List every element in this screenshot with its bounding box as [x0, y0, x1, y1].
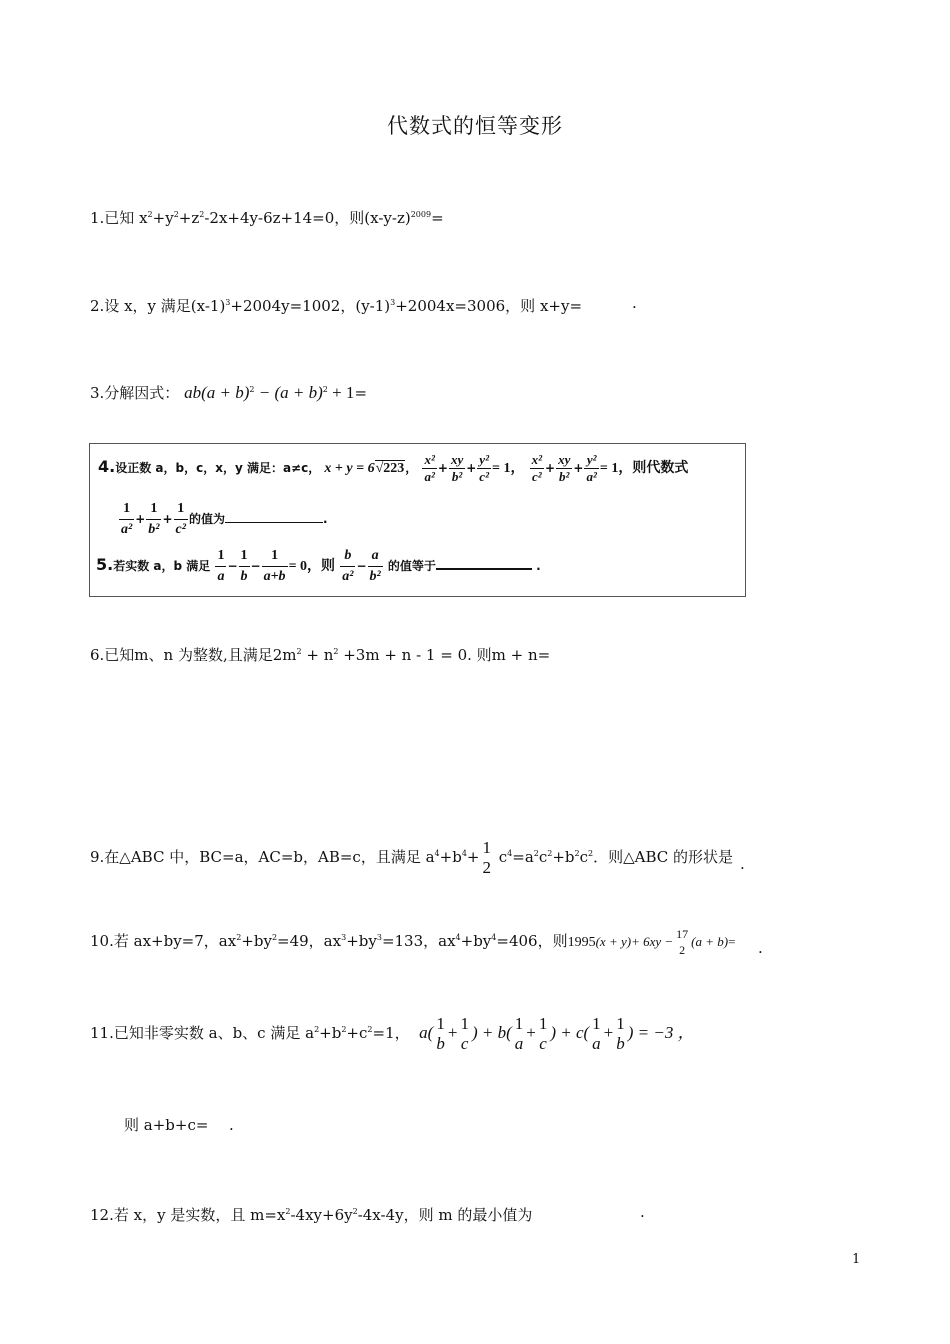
question-11-line2 [124, 1115, 208, 1135]
page-number: 1 [852, 1252, 861, 1267]
q5-text: 若实数 a，b 满足 [113, 559, 211, 573]
fraction [556, 452, 572, 485]
q10-text: +by [460, 932, 492, 950]
fraction [262, 546, 288, 587]
q11-text: +b [319, 1024, 342, 1042]
question-4-line1: 4.设正数 a，b，c，x，y 满足：a≠c， x + y = 6√223， $\frac{\text{x²}}{\text{a²}}$ + $\frac{xy}{\text{b²}}$ + $\frac{\text{y²}}{\text{c²}}$ = 1， $\frac{\text{x²}}{\text{c²}}$ + $\frac{xy}{\text{b²}}$ + $\frac{\text{y²}}{\text{a²}}$ = 1，则代数式 [98, 452, 689, 484]
numerator: 1 [538, 1014, 548, 1033]
q9-text: c [493, 848, 508, 866]
numerator: 1 [239, 546, 250, 567]
fraction [590, 1014, 603, 1054]
q4-text: 设正数 a，b，c，x，y 满足： [115, 461, 283, 475]
question-5-line: 5.若实数 a，b 满足 $\frac{1}{a}$ − $\frac{1}{b}$ − $\frac{1}{a+b}$ = 0，则 $\frac{b}{\text{a²}}$ − $\frac{a}{\text{b²}}$ 的值等于 . [96, 546, 541, 587]
q5-text: 的值等于 [387, 559, 436, 573]
q6-text: +3m + n - 1 = 0. 则m + n= [338, 646, 551, 664]
q9-sup: 2 [574, 849, 580, 858]
q9-sup: 4 [507, 849, 513, 858]
numerator: 1 [174, 499, 188, 520]
q10-text: +by [346, 932, 377, 950]
denominator: b² [451, 469, 463, 484]
q6-sup: 2 [333, 647, 339, 656]
denominator: b² [559, 469, 570, 484]
q12-text: -4xy+6y [290, 1206, 353, 1224]
q3-sup: 2 [322, 385, 328, 394]
q9-text: +b [552, 848, 575, 866]
q4-text: ， [405, 461, 418, 475]
denominator: c² [532, 469, 542, 484]
q9-sup: 4 [461, 849, 467, 858]
fraction [477, 452, 491, 485]
q9-text: c [579, 848, 589, 866]
q3-sup: 2 [249, 385, 255, 394]
denominator: a² [424, 469, 435, 484]
q2-sup: 3 [390, 298, 396, 307]
numerator: 1 [514, 1014, 524, 1033]
q1-text: +z [178, 209, 200, 227]
q10-expression: + 6xy − [631, 934, 674, 949]
denominator: b² [148, 522, 160, 537]
q10-text: =406，则 [496, 932, 568, 950]
denominator: c [539, 1034, 547, 1053]
numerator: xy [558, 452, 571, 467]
q1-text: = [431, 209, 444, 227]
q2-end: . [632, 294, 637, 312]
fraction [368, 546, 383, 587]
q1-sup: 2 [147, 210, 153, 219]
q9-text: c [538, 848, 548, 866]
fraction [146, 499, 161, 540]
q10-expression: (a + b) [691, 934, 729, 949]
q11-text: +c [346, 1024, 368, 1042]
q2-text: 2.设 x，y 满足(x-1) [90, 297, 226, 315]
numerator: x² [531, 452, 543, 467]
question-10 [90, 926, 735, 958]
denominator: 2 [482, 858, 491, 877]
numerator: a [368, 546, 383, 567]
denominator: b [616, 1034, 625, 1053]
q10-text: +by [241, 932, 272, 950]
q12-sup: 2 [352, 1207, 358, 1216]
q9-sup: 4 [434, 849, 440, 858]
question-3 [90, 380, 367, 403]
denominator: 2 [679, 943, 686, 957]
q10-sup: 4 [491, 933, 497, 942]
q11-sup: 2 [314, 1025, 320, 1034]
answer-blank [225, 522, 323, 523]
numerator: 1 [460, 1014, 469, 1033]
q9-text: ．则△ABC 的形状是 [593, 848, 734, 866]
fraction [674, 926, 690, 958]
q9-sup: 2 [533, 849, 539, 858]
question-6 [90, 642, 550, 665]
q5-end: . [536, 559, 541, 573]
fraction [530, 452, 544, 485]
q3-text: = [354, 384, 368, 402]
q1-text: +y [152, 209, 174, 227]
fraction [537, 1014, 550, 1054]
q1-sup: 2 [199, 210, 205, 219]
numerator: 17 [676, 927, 689, 941]
numerator: x² [424, 452, 435, 467]
sqrt-radical: √223 [375, 461, 405, 476]
q9-text: =a [512, 848, 534, 866]
denominator: c [460, 1034, 469, 1053]
q10-end: . [758, 939, 763, 957]
q10-expression: 1995 [567, 935, 596, 950]
denominator: b [240, 569, 248, 584]
q3-expression: ab(a + b) [184, 383, 250, 402]
numerator: b [340, 546, 355, 567]
question-4-line2: $\frac{1}{\text{a²}}$ + $\frac{1}{\text{b²}}$ + $\frac{1}{\text{c²}}$ 的值为 . [118, 499, 328, 540]
q2-text: +2004y=1002，(y-1) [230, 297, 391, 315]
q11-sup: 2 [367, 1025, 373, 1034]
denominator: b [436, 1034, 445, 1053]
q6-text: + n [301, 646, 334, 664]
page-title: 代数式的恒等变形 [387, 114, 563, 138]
q12-text: 12.若 x，y 是实数，且 m=x [90, 1206, 286, 1224]
numerator: 1 [592, 1014, 601, 1033]
denominator: c² [479, 469, 489, 484]
q4-equation: = 1，则代数式 [599, 461, 689, 476]
q11-expression: ) + b( [471, 1023, 512, 1042]
q10-expression: = [728, 934, 736, 949]
denominator: a [592, 1034, 601, 1053]
q1-text: -2x+4y-6z+14=0，则(x-y-z) [204, 209, 411, 227]
q9-text: 9.在△ABC 中，BC=a，AC=b，AB=c，且满足 a [90, 848, 435, 866]
q5-equation: = 0，则 [288, 559, 336, 574]
fraction [449, 452, 465, 485]
q3-expression: + 1 [327, 383, 355, 402]
q11-sup: 2 [341, 1025, 347, 1034]
fraction [458, 1014, 471, 1054]
q9-sup: 2 [588, 849, 594, 858]
fraction [614, 1014, 627, 1054]
fraction [422, 452, 436, 485]
question-2 [90, 293, 582, 316]
q9-text: +b [439, 848, 462, 866]
q11-expression: a( [419, 1023, 434, 1042]
fraction [239, 546, 250, 587]
numerator: 1 [436, 1014, 445, 1033]
q11-text: 则 a+b+c= [124, 1116, 209, 1134]
q10-expression: (x + y) [595, 934, 632, 949]
q11-expression: ) + c( [550, 1023, 590, 1042]
q2-sup: 3 [225, 298, 231, 307]
q10-sup: 2 [271, 933, 278, 942]
numerator: 1 [616, 1014, 625, 1033]
question-9 [90, 838, 733, 878]
q4-equation: = 1， [491, 461, 525, 476]
q11-text: 11.已知非零实数 a、b、c 满足 a [90, 1024, 315, 1042]
q5-number: 5. [96, 555, 114, 574]
q10-text: 10.若 ax+by=7，ax [90, 932, 237, 950]
denominator: a+b [263, 569, 286, 584]
denominator: a [217, 569, 225, 584]
q11-end: . [229, 1116, 234, 1134]
question-11: 11.已知非零实数 a、b、c 满足 $a^2+b^2+c^2=1$， a( 1 b + 1 c ) + b( 1 a + 1 c ) + c( 1 a + 1 b ) = −3 ， [90, 1014, 695, 1053]
fraction [513, 1014, 526, 1054]
fraction [340, 546, 355, 587]
numerator: y² [584, 452, 598, 469]
numerator: y² [479, 452, 489, 467]
q4-number: 4. [98, 457, 116, 476]
answer-blank [436, 568, 532, 570]
numerator: 1 [215, 546, 226, 567]
sqrt-value: 223 [383, 461, 405, 476]
fraction [480, 838, 493, 878]
q6-sup: 2 [296, 647, 302, 656]
q11-text: =1， [372, 1024, 410, 1042]
q10-sup: 4 [455, 933, 461, 942]
q10-text: =133，ax [381, 932, 456, 950]
q9-end: . [740, 855, 745, 873]
fraction [215, 546, 226, 587]
q3-text: 3.分解因式： [90, 384, 180, 402]
q9-sup: 2 [547, 849, 553, 858]
denominator: c² [175, 522, 186, 537]
q1-text: 1.已知 x [90, 209, 148, 227]
q3-expression: − (a + b) [254, 383, 323, 402]
questions-4-5-image [89, 443, 746, 597]
fraction [584, 452, 598, 485]
q12-text: -4x-4y，则 m 的最小值为 [357, 1206, 533, 1224]
fraction [174, 499, 188, 540]
q6-text: 6.已知m、n 为整数,且满足2m [90, 646, 297, 664]
question-12 [90, 1202, 532, 1225]
numerator: 1 [262, 546, 288, 567]
q1-sup: 2 [173, 210, 179, 219]
q11-expression: ) = −3 ， [627, 1023, 695, 1042]
q4-condition: x + y = 6 [324, 461, 375, 476]
q4-end: . [322, 512, 328, 526]
numerator: 1 [119, 499, 134, 520]
numerator: 1 [146, 499, 161, 520]
fraction [434, 1014, 447, 1054]
denominator: a² [121, 522, 133, 537]
numerator: 1 [482, 838, 491, 857]
q4-condition: a≠c， [282, 461, 321, 475]
denominator: a² [586, 469, 597, 484]
q10-text: =49，ax [277, 932, 342, 950]
numerator: xy [450, 452, 464, 467]
denominator: b² [369, 569, 381, 584]
q10-sup: 3 [376, 933, 382, 942]
denominator: a [514, 1034, 524, 1053]
question-1 [90, 205, 444, 228]
denominator: a² [342, 569, 354, 584]
q9-text: + [466, 848, 480, 866]
q4-text: 的值为 [188, 512, 225, 526]
q12-end: . [640, 1203, 645, 1221]
q10-sup: 2 [236, 933, 242, 942]
q1-sup: 2009 [410, 210, 432, 219]
fraction [119, 499, 134, 540]
q10-sup: 3 [341, 933, 347, 942]
q12-sup: 2 [285, 1207, 291, 1216]
q2-text: +2004x=3006，则 x+y= [395, 297, 583, 315]
